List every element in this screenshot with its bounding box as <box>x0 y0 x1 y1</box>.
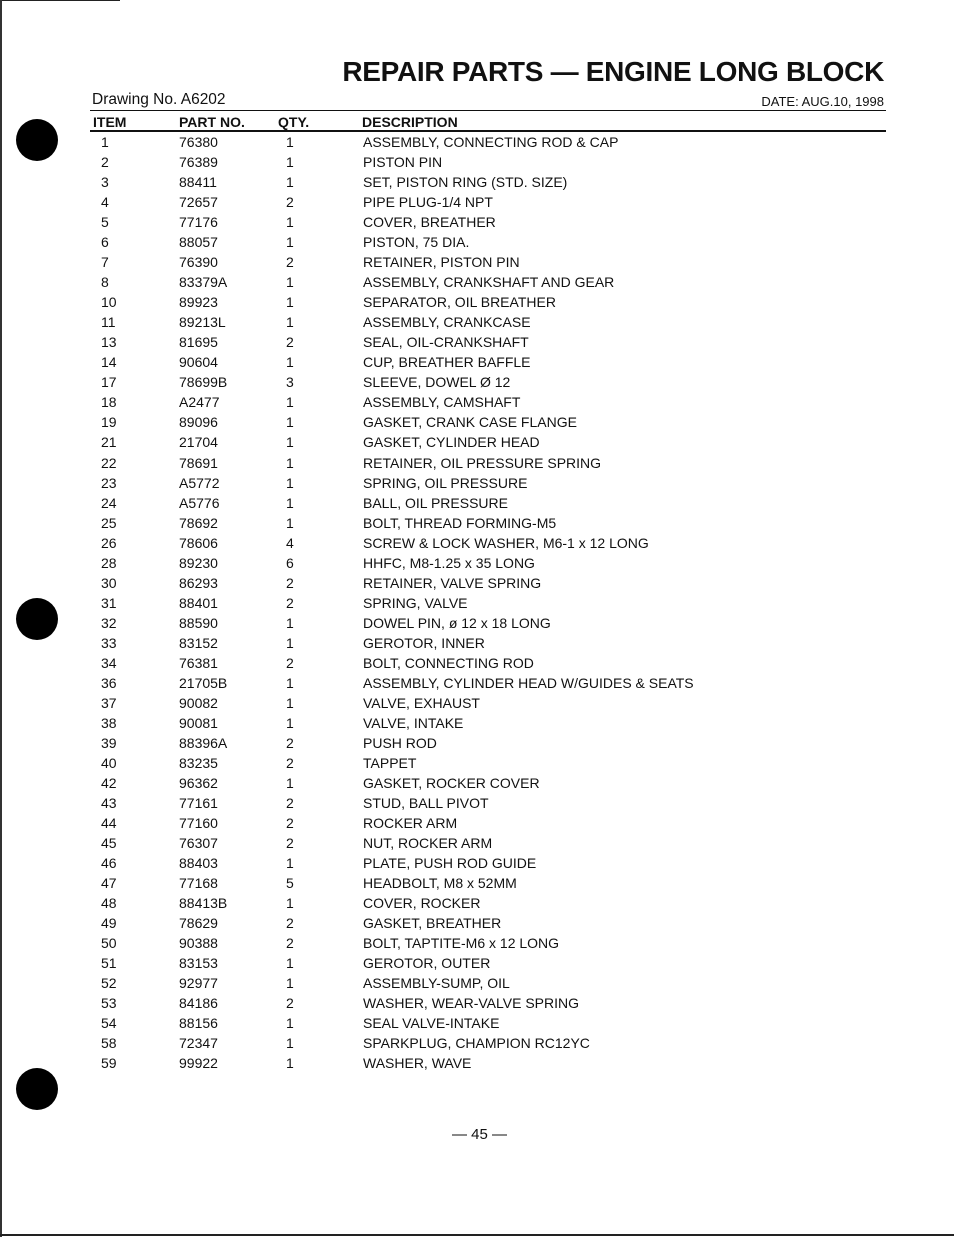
part-no-cell: 88396A <box>179 734 228 751</box>
table-row <box>0 753 954 773</box>
description-cell: CUP, BREATHER BAFFLE <box>363 354 531 371</box>
part-no-cell: 96362 <box>179 775 218 791</box>
item-cell: 33 <box>101 634 117 651</box>
description-cell: GASKET, ROCKER COVER <box>363 775 540 791</box>
table-row <box>0 573 954 593</box>
part-no-cell: 78606 <box>179 534 218 551</box>
part-no-cell: 81695 <box>179 334 218 351</box>
description-cell: RETAINER, VALVE SPRING <box>363 574 542 591</box>
table-row <box>0 372 954 392</box>
binder-hole-bottom <box>16 1068 58 1110</box>
qty-cell: 2 <box>286 815 294 832</box>
part-no-cell: 76380 <box>179 134 218 150</box>
part-no-cell: 78629 <box>179 915 218 932</box>
table-row <box>0 172 954 192</box>
description-cell: DOWEL PIN, ø 12 x 18 LONG <box>363 614 551 631</box>
item-cell: 45 <box>101 835 117 852</box>
description-cell: HHFC, M8-1.25 x 35 LONG <box>363 554 535 571</box>
qty-cell: 1 <box>286 975 294 992</box>
qty-cell: 1 <box>286 1035 294 1052</box>
qty-cell: 1 <box>286 354 294 371</box>
description-cell: ASSEMBLY, CRANKSHAFT AND GEAR <box>363 274 615 291</box>
description-cell: BOLT, TAPTITE-M6 x 12 LONG <box>363 935 560 952</box>
table-row <box>0 633 954 653</box>
column-header-item: ITEM <box>93 114 127 130</box>
item-cell: 58 <box>101 1035 117 1052</box>
qty-cell: 1 <box>286 434 294 451</box>
table-row <box>0 593 954 613</box>
qty-cell: 2 <box>286 734 294 751</box>
description-cell: PISTON PIN <box>363 154 443 171</box>
qty-cell: 1 <box>286 494 294 511</box>
part-no-cell: 83152 <box>179 634 218 651</box>
qty-cell: 1 <box>286 1015 294 1032</box>
column-header-description: DESCRIPTION <box>362 114 458 130</box>
item-cell: 3 <box>101 174 109 191</box>
table-row <box>0 813 954 833</box>
document-date: DATE: AUG.10, 1998 <box>761 94 884 109</box>
part-no-cell: 92977 <box>179 975 218 992</box>
qty-cell: 2 <box>286 654 294 671</box>
item-cell: 59 <box>101 1055 117 1072</box>
qty-cell: 1 <box>286 1055 294 1072</box>
part-no-cell: 77160 <box>179 815 218 832</box>
table-row <box>0 232 954 252</box>
part-no-cell: 90082 <box>179 694 218 711</box>
part-no-cell: 77161 <box>179 795 218 812</box>
item-cell: 14 <box>101 354 117 371</box>
part-no-cell: 90388 <box>179 935 218 952</box>
page-edge-bottom <box>0 1234 954 1236</box>
description-cell: SET, PISTON RING (STD. SIZE) <box>363 174 568 191</box>
item-cell: 24 <box>101 494 117 511</box>
table-row <box>0 513 954 533</box>
table-row <box>0 132 954 152</box>
description-cell: NUT, ROCKER ARM <box>363 835 493 852</box>
table-row <box>0 332 954 352</box>
part-no-cell: A5776 <box>179 494 220 511</box>
description-cell: RETAINER, OIL PRESSURE SPRING <box>363 454 602 471</box>
part-no-cell: 88590 <box>179 614 218 631</box>
drawing-number: Drawing No. A6202 <box>92 91 226 108</box>
table-row <box>0 733 954 753</box>
qty-cell: 2 <box>286 334 294 351</box>
column-header-qty: QTY. <box>278 114 310 130</box>
header-rule <box>90 110 886 111</box>
part-no-cell: A2477 <box>179 394 220 411</box>
table-row <box>0 1033 954 1053</box>
column-header-part-no: PART NO. <box>179 114 245 130</box>
qty-cell: 2 <box>286 795 294 812</box>
qty-cell: 2 <box>286 594 294 611</box>
qty-cell: 1 <box>286 634 294 651</box>
table-row <box>0 493 954 513</box>
table-row <box>0 392 954 412</box>
part-no-cell: 88413B <box>179 895 228 912</box>
item-cell: 11 <box>101 314 116 331</box>
table-row <box>0 833 954 853</box>
item-cell: 28 <box>101 554 117 571</box>
item-cell: 25 <box>101 514 117 531</box>
item-cell: 38 <box>101 714 117 731</box>
part-no-cell: 77168 <box>179 875 218 892</box>
item-cell: 52 <box>101 975 117 992</box>
item-cell: 44 <box>101 815 117 832</box>
part-no-cell: 83379A <box>179 274 228 291</box>
qty-cell: 1 <box>286 855 294 872</box>
item-cell: 13 <box>101 334 117 351</box>
qty-cell: 1 <box>286 314 294 331</box>
part-no-cell: 77176 <box>179 214 218 231</box>
page-edge-top <box>0 0 120 1</box>
item-cell: 19 <box>101 414 117 431</box>
item-cell: 21 <box>101 434 117 451</box>
part-no-cell: 89096 <box>179 414 218 431</box>
table-row <box>0 953 954 973</box>
item-cell: 2 <box>101 154 109 171</box>
description-cell: GASKET, CRANK CASE FLANGE <box>363 414 577 431</box>
item-cell: 39 <box>101 734 117 751</box>
description-cell: PIPE PLUG-1/4 NPT <box>363 194 493 211</box>
table-row <box>0 292 954 312</box>
description-cell: SPARKPLUG, CHAMPION RC12YC <box>363 1035 590 1052</box>
part-no-cell: 76390 <box>179 254 218 271</box>
item-cell: 48 <box>101 895 117 912</box>
table-row <box>0 673 954 693</box>
qty-cell: 2 <box>286 935 294 952</box>
part-no-cell: 78692 <box>179 514 218 531</box>
table-row <box>0 613 954 633</box>
table-row <box>0 713 954 733</box>
part-no-cell: 21705B <box>179 674 228 691</box>
qty-cell: 1 <box>286 514 294 531</box>
table-row <box>0 1053 954 1073</box>
part-no-cell: 78691 <box>179 454 218 471</box>
description-cell: PUSH ROD <box>363 734 437 751</box>
item-cell: 6 <box>101 234 109 251</box>
qty-cell: 1 <box>286 294 294 311</box>
qty-cell: 2 <box>286 754 294 771</box>
part-no-cell: 90604 <box>179 354 218 371</box>
part-no-cell: 88411 <box>179 174 217 191</box>
table-row <box>0 853 954 873</box>
description-cell: TAPPET <box>363 754 417 771</box>
qty-cell: 1 <box>286 154 294 171</box>
part-no-cell: 84186 <box>179 995 218 1012</box>
qty-cell: 2 <box>286 574 294 591</box>
part-no-cell: 88057 <box>179 234 218 251</box>
table-row <box>0 473 954 493</box>
qty-cell: 1 <box>286 274 294 291</box>
item-cell: 42 <box>101 775 117 791</box>
qty-cell: 5 <box>286 875 294 892</box>
table-row <box>0 1013 954 1033</box>
part-no-cell: 78699B <box>179 374 228 391</box>
part-no-cell: 83153 <box>179 955 218 972</box>
description-cell: PLATE, PUSH ROD GUIDE <box>363 855 537 872</box>
description-cell: BALL, OIL PRESSURE <box>363 494 508 511</box>
qty-cell: 1 <box>286 234 294 251</box>
table-row <box>0 553 954 573</box>
item-cell: 8 <box>101 274 109 291</box>
description-cell: STUD, BALL PIVOT <box>363 795 489 812</box>
part-no-cell: 72657 <box>179 194 218 211</box>
table-row <box>0 192 954 212</box>
qty-cell: 3 <box>286 374 294 391</box>
item-cell: 37 <box>101 694 117 711</box>
qty-cell: 1 <box>286 134 294 150</box>
description-cell: HEADBOLT, M8 x 52MM <box>363 875 517 892</box>
item-cell: 17 <box>101 374 117 391</box>
item-cell: 4 <box>101 194 109 211</box>
qty-cell: 1 <box>286 414 294 431</box>
part-no-cell: 86293 <box>179 574 218 591</box>
qty-cell: 6 <box>286 554 294 571</box>
description-cell: SPRING, VALVE <box>363 594 468 611</box>
qty-cell: 1 <box>286 895 294 912</box>
qty-cell: 1 <box>286 674 294 691</box>
item-cell: 5 <box>101 214 109 231</box>
part-no-cell: 76307 <box>179 835 218 852</box>
item-cell: 26 <box>101 534 117 551</box>
part-no-cell: 99922 <box>179 1055 218 1072</box>
description-cell: BOLT, THREAD FORMING-M5 <box>363 514 557 531</box>
qty-cell: 1 <box>286 694 294 711</box>
qty-cell: 1 <box>286 775 294 791</box>
description-cell: SPRING, OIL PRESSURE <box>363 474 528 491</box>
item-cell: 32 <box>101 614 117 631</box>
description-cell: SCREW & LOCK WASHER, M6-1 x 12 LONG <box>363 534 649 551</box>
description-cell: ASSEMBLY-SUMP, OIL <box>363 975 510 992</box>
description-cell: WASHER, WEAR-VALVE SPRING <box>363 995 579 1012</box>
item-cell: 34 <box>101 654 117 671</box>
table-row <box>0 352 954 372</box>
description-cell: GASKET, CYLINDER HEAD <box>363 434 540 451</box>
qty-cell: 2 <box>286 194 294 211</box>
table-row <box>0 533 954 553</box>
description-cell: GASKET, BREATHER <box>363 915 502 932</box>
part-no-cell: 89230 <box>179 554 218 571</box>
item-cell: 53 <box>101 995 117 1012</box>
item-cell: 46 <box>101 855 117 872</box>
item-cell: 54 <box>101 1015 117 1032</box>
table-row <box>0 773 954 793</box>
part-no-cell: 72347 <box>179 1035 218 1052</box>
item-cell: 49 <box>101 915 117 932</box>
description-cell: SEPARATOR, OIL BREATHER <box>363 294 556 311</box>
qty-cell: 1 <box>286 955 294 972</box>
item-cell: 10 <box>101 294 117 311</box>
table-row <box>0 252 954 272</box>
description-cell: ASSEMBLY, CYLINDER HEAD W/GUIDES & SEATS <box>363 674 694 691</box>
table-row <box>0 412 954 432</box>
description-cell: SEAL VALVE-INTAKE <box>363 1015 500 1032</box>
item-cell: 47 <box>101 875 117 892</box>
table-row <box>0 933 954 953</box>
item-cell: 22 <box>101 454 117 471</box>
description-cell: WASHER, WAVE <box>363 1055 472 1072</box>
table-row <box>0 312 954 332</box>
description-cell: GEROTOR, OUTER <box>363 955 491 972</box>
description-cell: VALVE, INTAKE <box>363 714 464 731</box>
item-cell: 23 <box>101 474 117 491</box>
description-cell: COVER, BREATHER <box>363 214 496 231</box>
table-row <box>0 873 954 893</box>
item-cell: 1 <box>101 134 109 150</box>
description-cell: SEAL, OIL-CRANKSHAFT <box>363 334 529 351</box>
page-title: REPAIR PARTS — ENGINE LONG BLOCK <box>342 56 884 87</box>
item-cell: 18 <box>101 394 117 411</box>
item-cell: 43 <box>101 795 117 812</box>
item-cell: 36 <box>101 674 117 691</box>
qty-cell: 1 <box>286 394 294 411</box>
page-number: — 45 — <box>452 1126 508 1143</box>
description-cell: BOLT, CONNECTING ROD <box>363 654 534 671</box>
table-row <box>0 793 954 813</box>
part-no-cell: 89923 <box>179 294 218 311</box>
part-no-cell: 88403 <box>179 855 218 872</box>
item-cell: 50 <box>101 935 117 952</box>
table-row <box>0 913 954 933</box>
description-cell: VALVE, EXHAUST <box>363 694 480 711</box>
qty-cell: 1 <box>286 214 294 231</box>
item-cell: 51 <box>101 955 117 972</box>
qty-cell: 1 <box>286 474 294 491</box>
part-no-cell: 83235 <box>179 754 218 771</box>
table-row <box>0 653 954 673</box>
part-no-cell: A5772 <box>179 474 220 491</box>
description-cell: COVER, ROCKER <box>363 895 481 912</box>
description-cell: GEROTOR, INNER <box>363 634 485 651</box>
table-row <box>0 993 954 1013</box>
qty-cell: 2 <box>286 995 294 1012</box>
qty-cell: 2 <box>286 915 294 932</box>
part-no-cell: 76389 <box>179 154 218 171</box>
table-row <box>0 432 954 452</box>
qty-cell: 1 <box>286 454 294 471</box>
table-row <box>0 893 954 913</box>
table-row <box>0 973 954 993</box>
qty-cell: 1 <box>286 174 294 191</box>
qty-cell: 1 <box>286 614 294 631</box>
item-cell: 31 <box>101 594 117 611</box>
item-cell: 40 <box>101 754 117 771</box>
description-cell: ASSEMBLY, CONNECTING ROD & CAP <box>363 134 619 150</box>
table-row <box>0 693 954 713</box>
part-no-cell: 88401 <box>179 594 218 611</box>
qty-cell: 4 <box>286 534 294 551</box>
description-cell: PISTON, 75 DIA. <box>363 234 470 251</box>
qty-cell: 2 <box>286 254 294 271</box>
qty-cell: 2 <box>286 835 294 852</box>
table-row <box>0 212 954 232</box>
part-no-cell: 88156 <box>179 1015 218 1032</box>
part-no-cell: 76381 <box>179 654 218 671</box>
description-cell: ROCKER ARM <box>363 815 458 832</box>
parts-table <box>0 132 954 1073</box>
item-cell: 30 <box>101 574 117 591</box>
item-cell: 7 <box>101 254 109 271</box>
qty-cell: 1 <box>286 714 294 731</box>
description-cell: SLEEVE, DOWEL Ø 12 <box>363 374 511 391</box>
description-cell: ASSEMBLY, CRANKCASE <box>363 314 531 331</box>
part-no-cell: 21704 <box>179 434 218 451</box>
description-cell: RETAINER, PISTON PIN <box>363 254 520 271</box>
part-no-cell: 90081 <box>179 714 218 731</box>
part-no-cell: 89213L <box>179 314 226 331</box>
table-row <box>0 272 954 292</box>
description-cell: ASSEMBLY, CAMSHAFT <box>363 394 521 411</box>
table-row <box>0 453 954 473</box>
table-row <box>0 152 954 172</box>
